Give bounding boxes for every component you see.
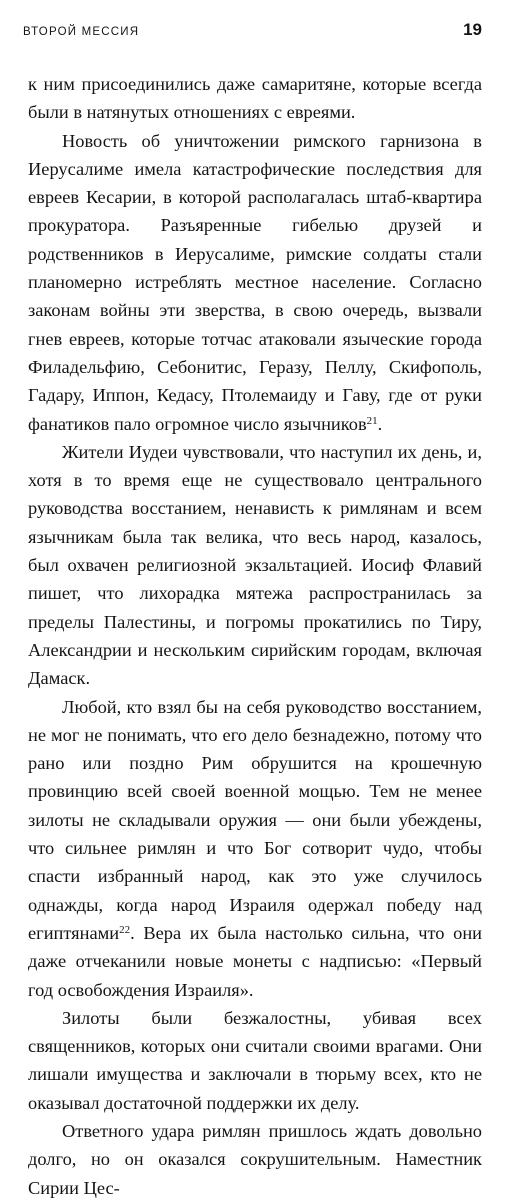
paragraph-text-after: . [377,413,383,434]
paragraph-text: Любой, кто взял бы на себя руководство восстанием, не мог не понимать, что его дело безнадежно, потому что рано или поздно Рим обрушится на крошечную провинцию всей своей военной мощью. Тем не менее зилоты не складывали оружия — они были убеждены, что сильнее римлян и что Бог сотворит чудо, чтобы спасти избранный народ, как это уже случилось однажды, когда народ Израиля одержал победу над египтянами [28,696,482,943]
paragraph-text-after: . Вера их была настолько сильна, что они даже отчеканили новые монеты с надписью: «Первый год освобождения Израиля». [28,922,482,1000]
running-title: ВТОРОЙ МЕССИЯ [23,26,140,38]
footnote-ref-21: 21 [366,414,378,427]
paragraph-text: Ответного удара римлян пришлось ждать довольно долго, но он оказался сокрушительным. Наместник Сирии Цес- [28,1120,482,1198]
paragraph [28,1117,482,1202]
paragraph-text: Зилоты были безжалостны, убивая всех священников, которых они считали своими врагами. Они лишали имущества и заключали в тюрьму всех, кто не оказывал достаточной поддержки их делу. [28,1007,482,1113]
paragraph [28,693,482,1004]
paragraph [28,438,482,693]
footnote-ref-22: 22 [119,923,131,936]
paragraph [28,127,482,438]
paragraph-continuation [28,70,482,127]
body-text [28,70,482,1202]
page-number: 19 [463,20,482,39]
paragraph [28,1004,482,1117]
paragraph-text: Жители Иудеи чувствовали, что наступил их день, и, хотя в то время еще не существовало центрального руководства восстанием, ненависть к римлянам и всем язычникам была так велика, что весь народ, казалось, был охвачен религиозной экзальтацией. Иосиф Флавий пишет, что лихорадка мятежа распространилась за пределы Палестины, и погромы прокатились по Тиру, Александрии и нескольким сирийским городам, включая Дамаск. [28,441,482,689]
paragraph-text: Новость об уничтожении римского гарнизона в Иерусалиме имела катастрофические последствия для евреев Кесарии, в которой располагалась штаб-квартира прокуратора. Разъяренные гибелью друзей и родственников в Иерусалиме, римские солдаты стали планомерно истреблять местное население. Согласно законам войны эти зверства, в свою очередь, вызвали гнев евреев, которые тотчас атаковали языческие города Филадельфию, Себонитис, Геразу, Пеллу, Скифополь, Гадару, Иппон, Кедасу, Птолемаиду и Гаву, где от руки фанатиков пало огромное число язычников [28,130,482,434]
paragraph-text: к ним присоединились даже самаритяне, которые всегда были в натянутых отношениях с евреями. [28,74,482,123]
